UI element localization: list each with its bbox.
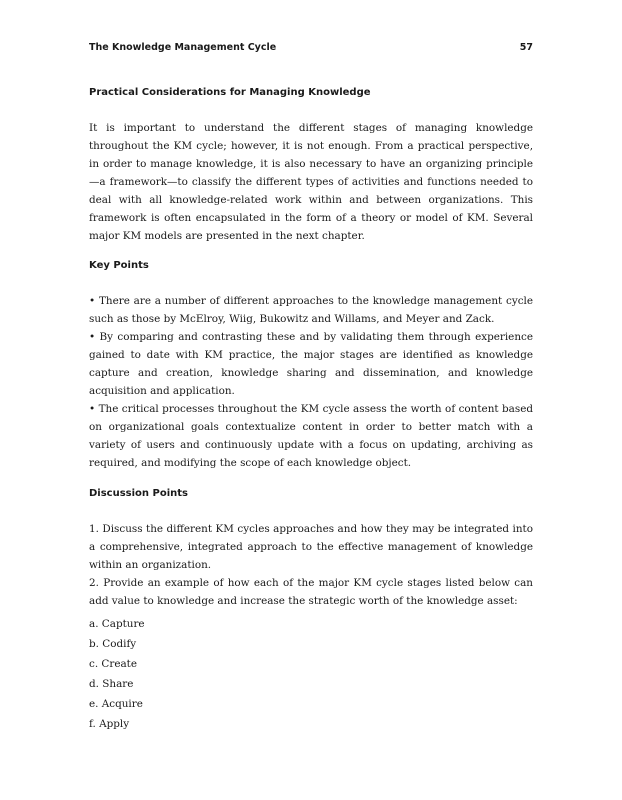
practical-considerations-heading: Practical Considerations for Managing Knowledge [89, 87, 371, 98]
key-points-list [89, 292, 533, 472]
discussion-item: 1. Discuss the different KM cycles approaches and how they may be integrated into a comprehensive, integrated approach to the effective management of knowledge within an organization. [89, 523, 533, 571]
key-points-heading: Key Points [89, 260, 149, 271]
key-point-item: • The critical processes throughout the KM cycle assess the worth of content based on organizational goals contextualize content in order to better match with a variety of users and continuously update with a focus on updating, archiving as required, and modifying the scope of each knowledge object. [89, 403, 533, 469]
page-number: 57 [519, 42, 533, 53]
km-stage-item: b. Codify [89, 638, 137, 650]
km-stage-list [89, 614, 289, 734]
running-head [89, 42, 533, 56]
discussion-points-heading: Discussion Points [89, 488, 189, 499]
km-stage-item: c. Create [89, 658, 138, 670]
km-stage-item: e. Acquire [89, 698, 143, 710]
km-stage-item: d. Share [89, 678, 134, 690]
km-stage-item: f. Apply [89, 718, 130, 730]
key-point-item: • By comparing and contrasting these and by validating them through experience gained to date with KM practice, the major stages are identified as knowledge capture and creation, knowledge sharing and dissemination, and knowledge acquisition and application. [89, 331, 533, 397]
km-stage-item: a. Capture [89, 618, 145, 630]
discussion-item: 2. Provide an example of how each of the major KM cycle stages listed below can add value to knowledge and increase the strategic worth of the knowledge asset: [89, 577, 533, 607]
running-head-title: The Knowledge Management Cycle [89, 42, 277, 53]
key-point-item: • There are a number of different approaches to the knowledge management cycle such as those by McElroy, Wiig, Bukowitz and Willams, and Meyer and Zack. [89, 295, 533, 325]
paragraph-text: It is important to understand the different stages of managing knowledge throughout the KM cycle; however, it is not enough. From a practical perspective, in order to manage knowledge, it is also necessary to have an organizing principle—a framework—to classify the different types of activities and functions needed to deal with all knowledge-related work within and between organizations. This framework is often encapsulated in the form of a theory or model of KM. Several major KM models are presented in the next chapter. [89, 122, 533, 242]
discussion-points-list [89, 520, 533, 610]
practical-considerations-paragraph [89, 119, 533, 245]
